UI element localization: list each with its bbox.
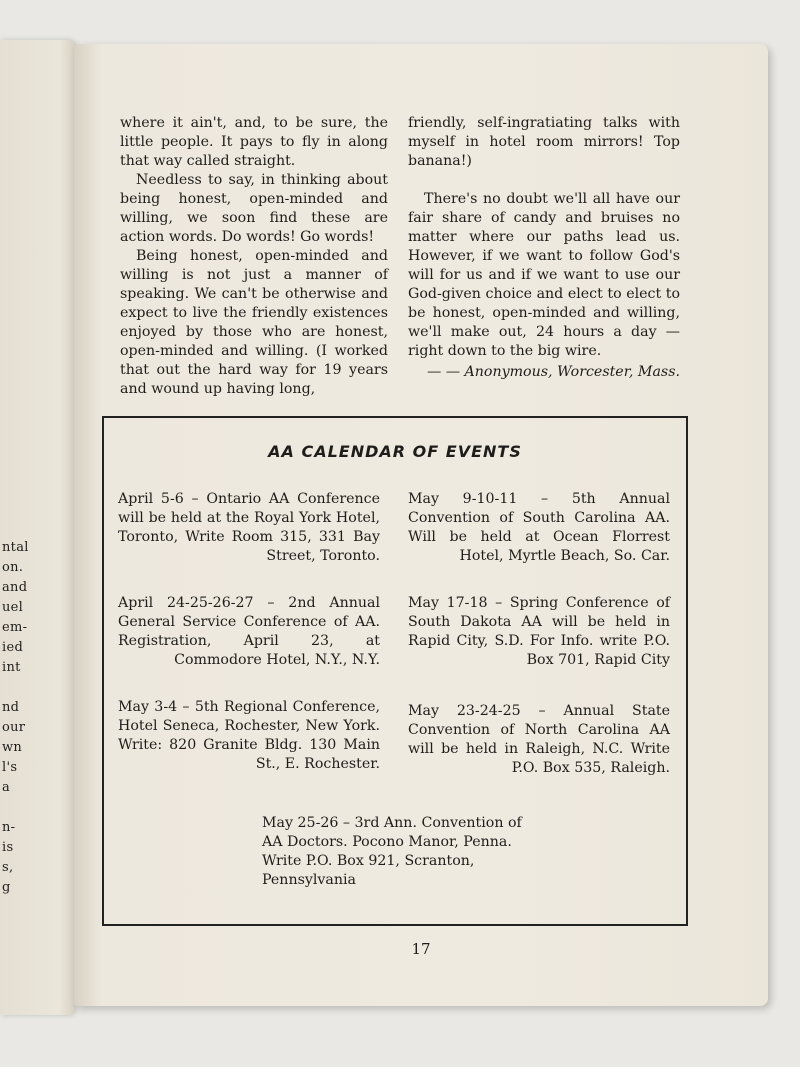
left-page-fragment: s, [2, 860, 14, 875]
previous-page-edge [0, 40, 74, 1015]
left-page-fragment: ntal [2, 540, 29, 555]
calendar-event: May 23-24-25 – Annual State Convention of North Carolina AA will be held in Raleigh, N.C. Write P.O. Box 535, Raleigh. [408, 703, 670, 776]
calendar-event: May 9-10-11 – 5th Annual Convention of South Carolina AA. Will be held at Ocean Florrest Hotel, Myrtle Beach, So. Car. [408, 491, 670, 564]
article-paragraph: where it ain't, and, to be sure, the little people. It pays to fly in along that way called straight. [120, 115, 388, 169]
left-page-fragment: n- [2, 820, 16, 835]
article-paragraph: friendly, self-ingratiating talks with myself in hotel room mirrors! Top banana!) [408, 115, 680, 169]
left-page-fragment: on. [2, 560, 24, 575]
left-page-fragment: g [2, 880, 11, 895]
left-page-fragment: and [2, 580, 28, 595]
left-page-fragment: uel [2, 600, 24, 615]
left-page-fragment: nd [2, 700, 20, 715]
calendar-event: May 17-18 – Spring Conference of South Dakota AA will be held in Rapid City, S.D. For Info. write P.O. Box 701, Rapid City [408, 595, 670, 668]
left-page-fragment: is [2, 840, 14, 855]
calendar-event: May 3-4 – 5th Regional Conference, Hotel Seneca, Rochester, New York. Write: 820 Granite Bldg. 130 Main St., E. Rochester. [118, 699, 380, 772]
left-page-fragment: a [2, 780, 11, 795]
left-page-fragment: ied [2, 640, 24, 655]
page-number: 17 [411, 940, 431, 958]
article-paragraph: Being honest, open-minded and willing is not just a manner of speaking. We can't be otherwise and expect to live the friendly existences enjoyed by those who are honest, open-minded and willing. (I worked that out the hard way for 19 years and wound up having long, [120, 248, 388, 397]
left-page-fragment: our [2, 720, 26, 735]
left-page-fragment: em- [2, 620, 28, 635]
left-page-fragment: int [2, 660, 21, 675]
calendar-box [102, 416, 688, 926]
left-page-fragment [2, 798, 70, 818]
left-page-text-fragments [0, 538, 74, 898]
booklet-page [74, 44, 768, 1006]
article-signature: — — Anonymous, Worcester, Mass. [427, 364, 680, 380]
calendar-event-center: May 25-26 – 3rd Ann. Convention of AA Doctors. Pocono Manor, Penna. Write P.O. Box 921, Scranton, Pennsylvania [262, 815, 522, 888]
calendar-event: April 24-25-26-27 – 2nd Annual General Service Conference of AA. Registration, April 23, at Commodore Hotel, N.Y., N.Y. [118, 595, 380, 668]
left-page-fragment: wn [2, 740, 23, 755]
article-paragraph: There's no doubt we'll all have our fair share of candy and bruises no matter where our paths lead us. However, if we want to follow God's will for us and if we want to use our God-given choice and elect to elect to be honest, open-minded and willing, we'll make out, 24 hours a day — right down to the big wire. [408, 191, 680, 359]
article-paragraph: Needless to say, in thinking about being honest, open-minded and willing, we soon find these are action words. Do words! Go words! [120, 172, 388, 245]
calendar-title: AA CALENDAR OF EVENTS [268, 442, 522, 461]
calendar-event: April 5-6 – Ontario AA Conference will be held at the Royal York Hotel, Toronto, Write Room 315, 331 Bay Street, Toronto. [118, 491, 380, 564]
article-column-left [120, 114, 388, 399]
left-page-fragment [2, 678, 70, 698]
left-page-fragment: l's [2, 760, 18, 775]
article-column-right [408, 114, 680, 382]
